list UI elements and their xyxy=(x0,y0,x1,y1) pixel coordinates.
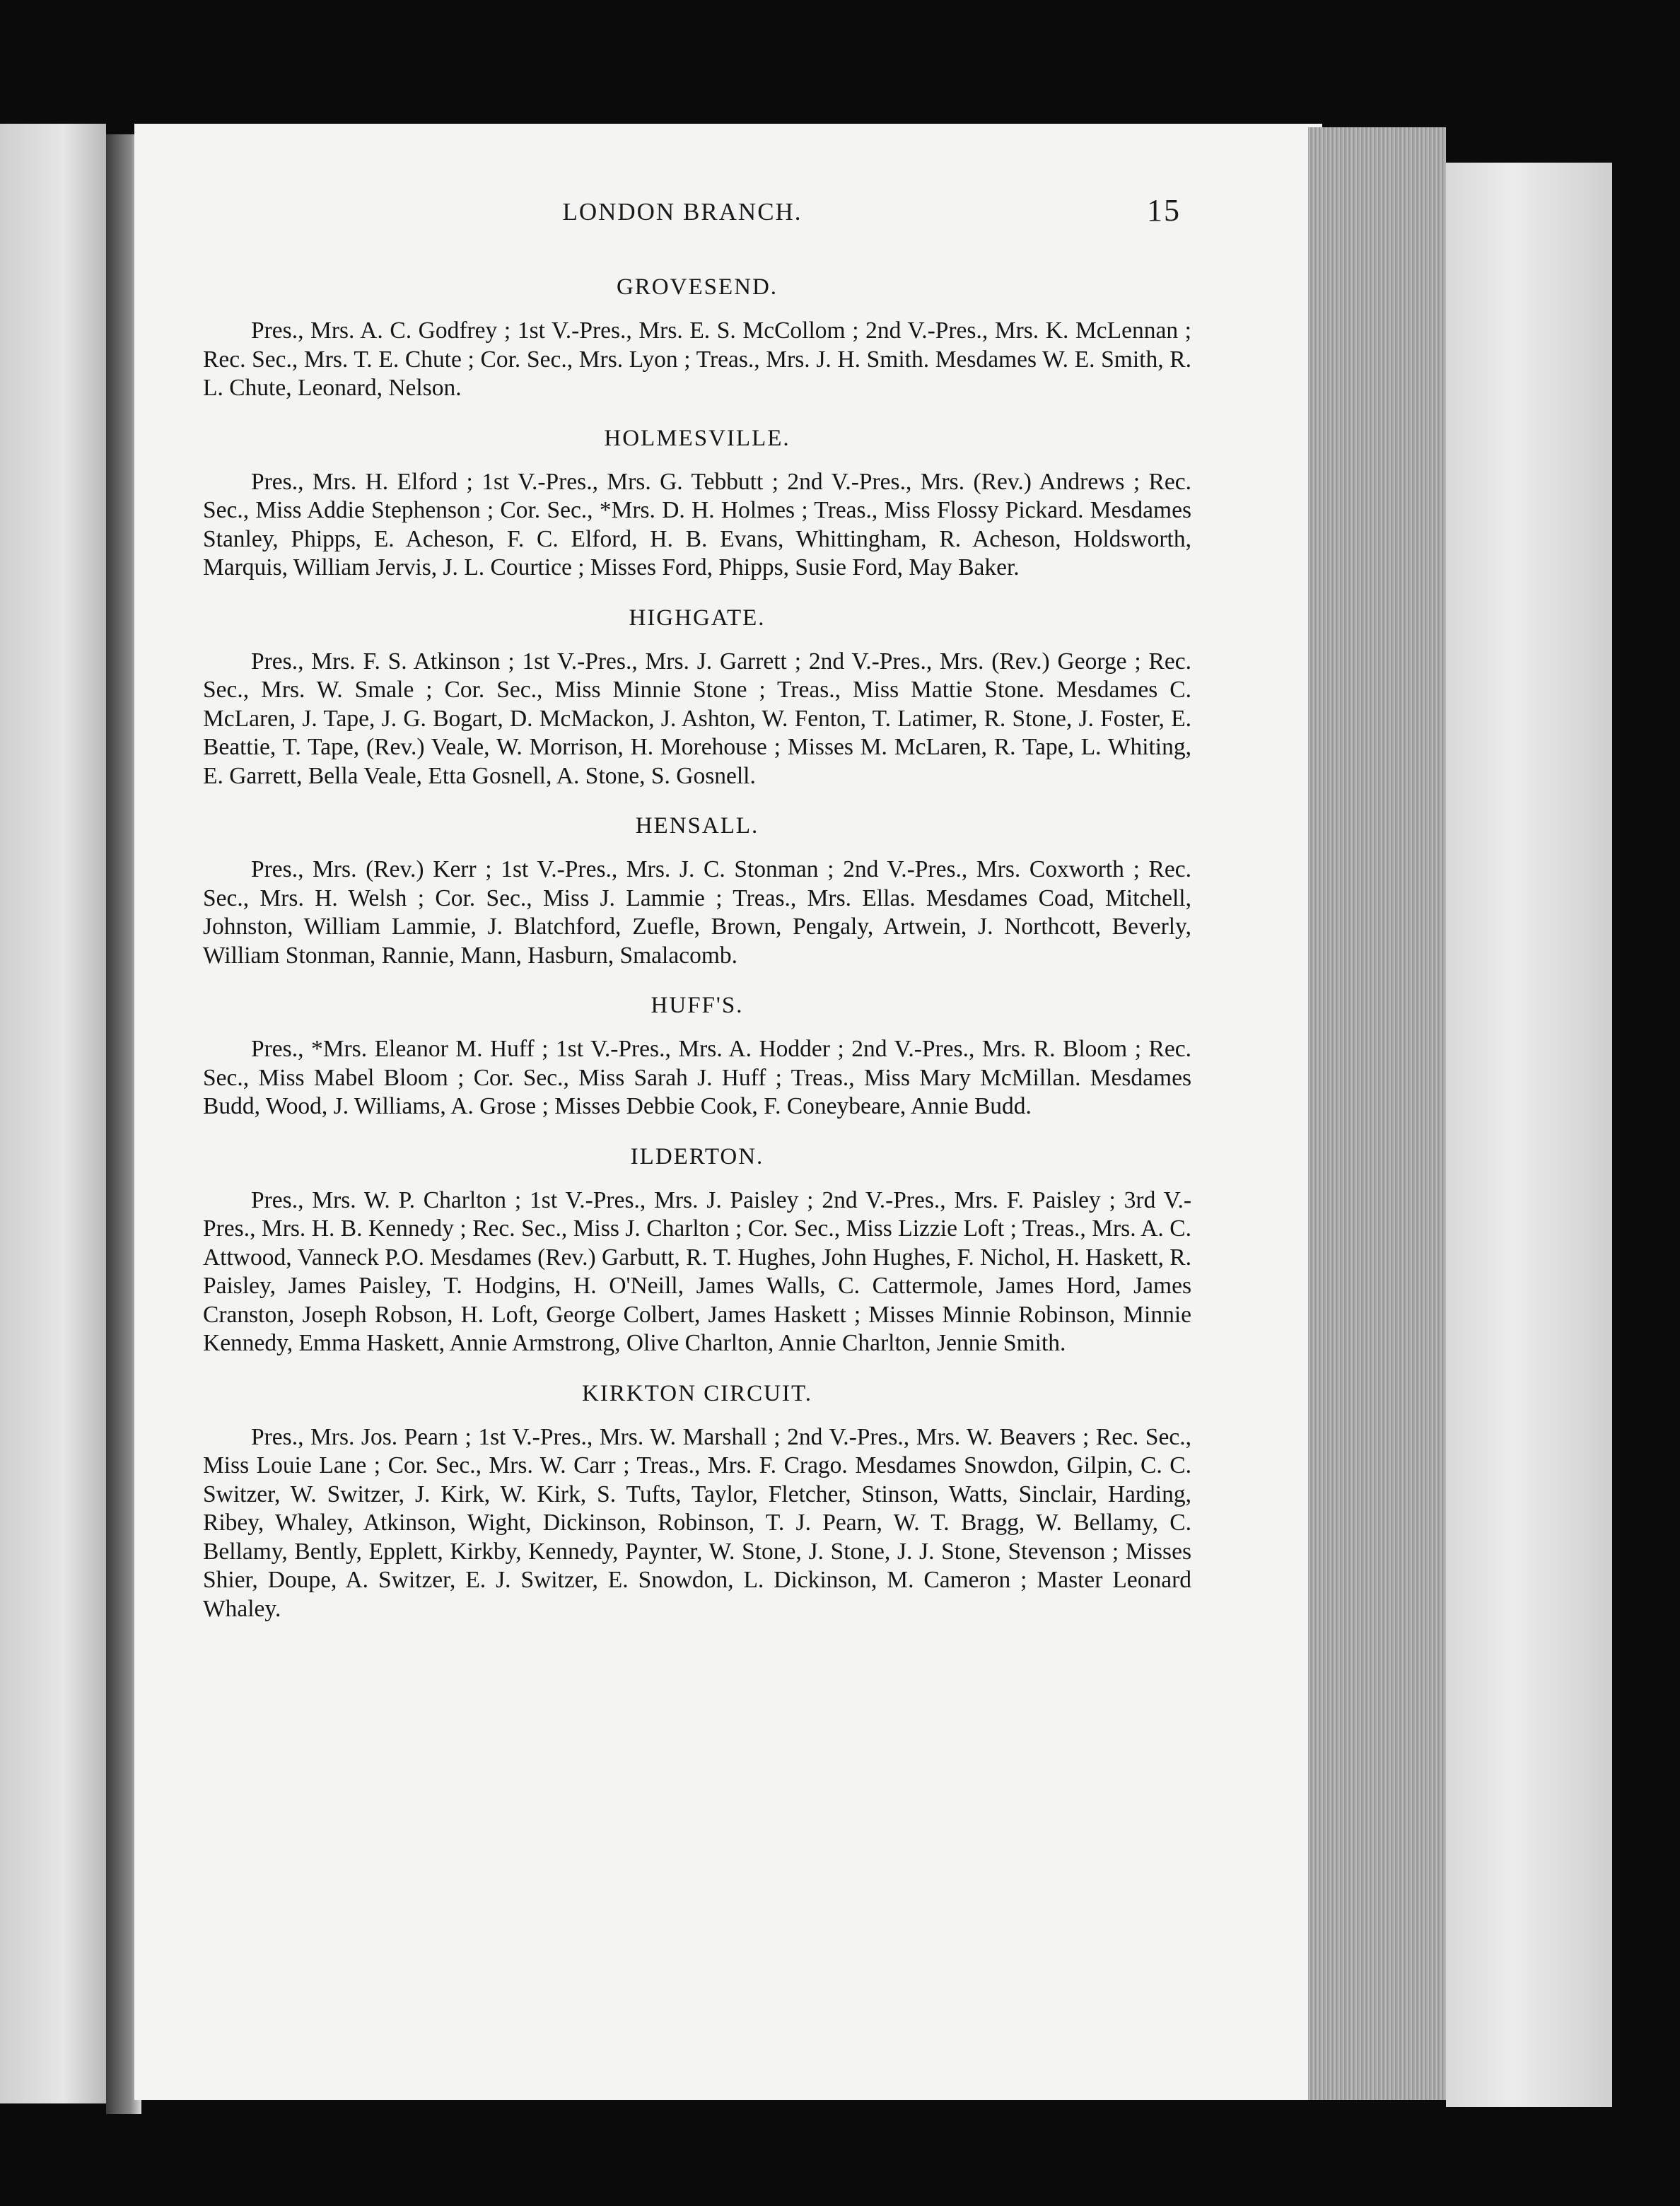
section-heading: HUFF'S. xyxy=(651,993,744,1018)
section-heading: HENSALL. xyxy=(635,813,759,839)
page-content xyxy=(203,269,1191,1645)
running-title: LONDON BRANCH. xyxy=(562,198,803,226)
section-heading: HIGHGATE. xyxy=(629,605,766,631)
section-heading: ILDERTON. xyxy=(630,1143,764,1169)
section-huffs xyxy=(203,991,1191,1121)
section-hensall xyxy=(203,812,1191,970)
section-heading: GROVESEND. xyxy=(616,274,778,300)
page-number: 15 xyxy=(1147,193,1181,228)
facing-page-edge xyxy=(0,124,106,2103)
section-holmesville xyxy=(203,424,1191,583)
section-text: Pres., Mrs. (Rev.) Kerr ; 1st V.-Pres., Mrs. J. C. Stonman ; 2nd V.-Pres., Mrs. Coxworth ; Rec. Sec., Mrs. H. Welsh ; Cor. Sec., Miss J. Lammie ; Treas., Mrs. Ellas. Mesdames Coad, Mitchell, Johnston, William Lammie, J. Blatchford, Zuefle, Brown, Pengaly, Artwein, J. Northcott, Beverly, William Stonman, Rannie, Mann, Hasburn, Smalacomb. xyxy=(203,856,1191,969)
running-head xyxy=(184,192,1181,235)
section-text: Pres., Mrs. F. S. Atkinson ; 1st V.-Pres., Mrs. J. Garrett ; 2nd V.-Pres., Mrs. (Rev.) George ; Rec. Sec., Mrs. W. Smale ; Cor. Sec., Miss Minnie Stone ; Treas., Miss Mattie Stone. Mesdames C. McLaren, J. Tape, J. G. Bogart, D. McMackon, J. Ashton, W. Fenton, T. Latimer, R. Stone, J. Foster, E. Beattie, T. Tape, (Rev.) Veale, W. Morrison, H. Morehouse ; Misses M. McLaren, R. Tape, L. Whiting, E. Garrett, Bella Veale, Etta Gosnell, A. Stone, S. Gosnell. xyxy=(203,648,1191,789)
section-text: Pres., Mrs. Jos. Pearn ; 1st V.-Pres., Mrs. W. Marshall ; 2nd V.-Pres., Mrs. W. Beavers ; Rec. Sec., Miss Louie Lane ; Cor. Sec., Mrs. W. Carr ; Treas., Mrs. F. Crago. Mesdames Snowdon, Gilpin, C. C. Switzer, W. Switzer, J. Kirk, W. Kirk, S. Tufts, Taylor, Fletcher, Stinson, Watts, Sinclair, Harding, Ribey, Whaley, Atkinson, Wight, Dickinson, Robinson, T. J. Pearn, W. T. Bragg, W. Bellamy, C. Bellamy, Bently, Epplett, Kirkby, Kennedy, Paynter, W. Stone, J. Stone, J. J. Stone, Stevenson ; Misses Shier, Doupe, A. Switzer, E. J. Switzer, E. Snowdon, L. Dickinson, M. Cameron ; Master Leonard Whaley. xyxy=(203,1423,1191,1622)
section-grovesend xyxy=(203,273,1191,403)
section-text: Pres., *Mrs. Eleanor M. Huff ; 1st V.-Pres., Mrs. A. Hodder ; 2nd V.-Pres., Mrs. R. Bloom ; Rec. Sec., Miss Mabel Bloom ; Cor. Sec., Miss Sarah J. Huff ; Treas., Miss Mary McMillan. Mesdames Budd, Wood, J. Williams, A. Grose ; Misses Debbie Cook, F. Coneybeare, Annie Budd. xyxy=(203,1036,1191,1119)
section-heading: HOLMESVILLE. xyxy=(604,425,791,451)
page-block-edges xyxy=(1308,127,1446,2100)
book-cover-edge xyxy=(1446,163,1612,2107)
section-text: Pres., Mrs. A. C. Godfrey ; 1st V.-Pres., Mrs. E. S. McCollom ; 2nd V.-Pres., Mrs. K. McLennan ; Rec. Sec., Mrs. T. E. Chute ; Cor. Sec., Mrs. Lyon ; Treas., Mrs. J. H. Smith. Mesdames W. E. Smith, R. L. Chute, Leonard, Nelson. xyxy=(203,317,1191,401)
section-heading: KIRKTON CIRCUIT. xyxy=(582,1380,812,1406)
section-kirkton-circuit xyxy=(203,1379,1191,1624)
section-highgate xyxy=(203,604,1191,791)
section-text: Pres., Mrs. W. P. Charlton ; 1st V.-Pres., Mrs. J. Paisley ; 2nd V.-Pres., Mrs. F. Paisley ; 3rd V.-Pres., Mrs. H. B. Kennedy ; Rec. Sec., Miss J. Charlton ; Cor. Sec., Miss Lizzie Loft ; Treas., Mrs. A. C. Attwood, Vanneck P.O. Mesdames (Rev.) Garbutt, R. T. Hughes, John Hughes, F. Nichol, H. Haskett, R. Paisley, James Paisley, T. Hodgins, H. O'Neill, James Walls, C. Cattermole, James Hord, James Cranston, Joseph Robson, H. Loft, George Colbert, James Haskett ; Misses Minnie Robinson, Minnie Kennedy, Emma Haskett, Annie Armstrong, Olive Charlton, Annie Charlton, Jennie Smith. xyxy=(203,1186,1191,1356)
section-ilderton xyxy=(203,1143,1191,1358)
section-text: Pres., Mrs. H. Elford ; 1st V.-Pres., Mrs. G. Tebbutt ; 2nd V.-Pres., Mrs. (Rev.) Andrews ; Rec. Sec., Miss Addie Stephenson ; Cor. Sec., *Mrs. D. H. Holmes ; Treas., Miss Flossy Pickard. Mesdames Stanley, Phipps, E. Acheson, F. C. Elford, H. B. Evans, Whittingham, R. Acheson, Holdsworth, Marquis, William Jervis, J. L. Courtice ; Misses Ford, Phipps, Susie Ford, May Baker. xyxy=(203,468,1191,580)
